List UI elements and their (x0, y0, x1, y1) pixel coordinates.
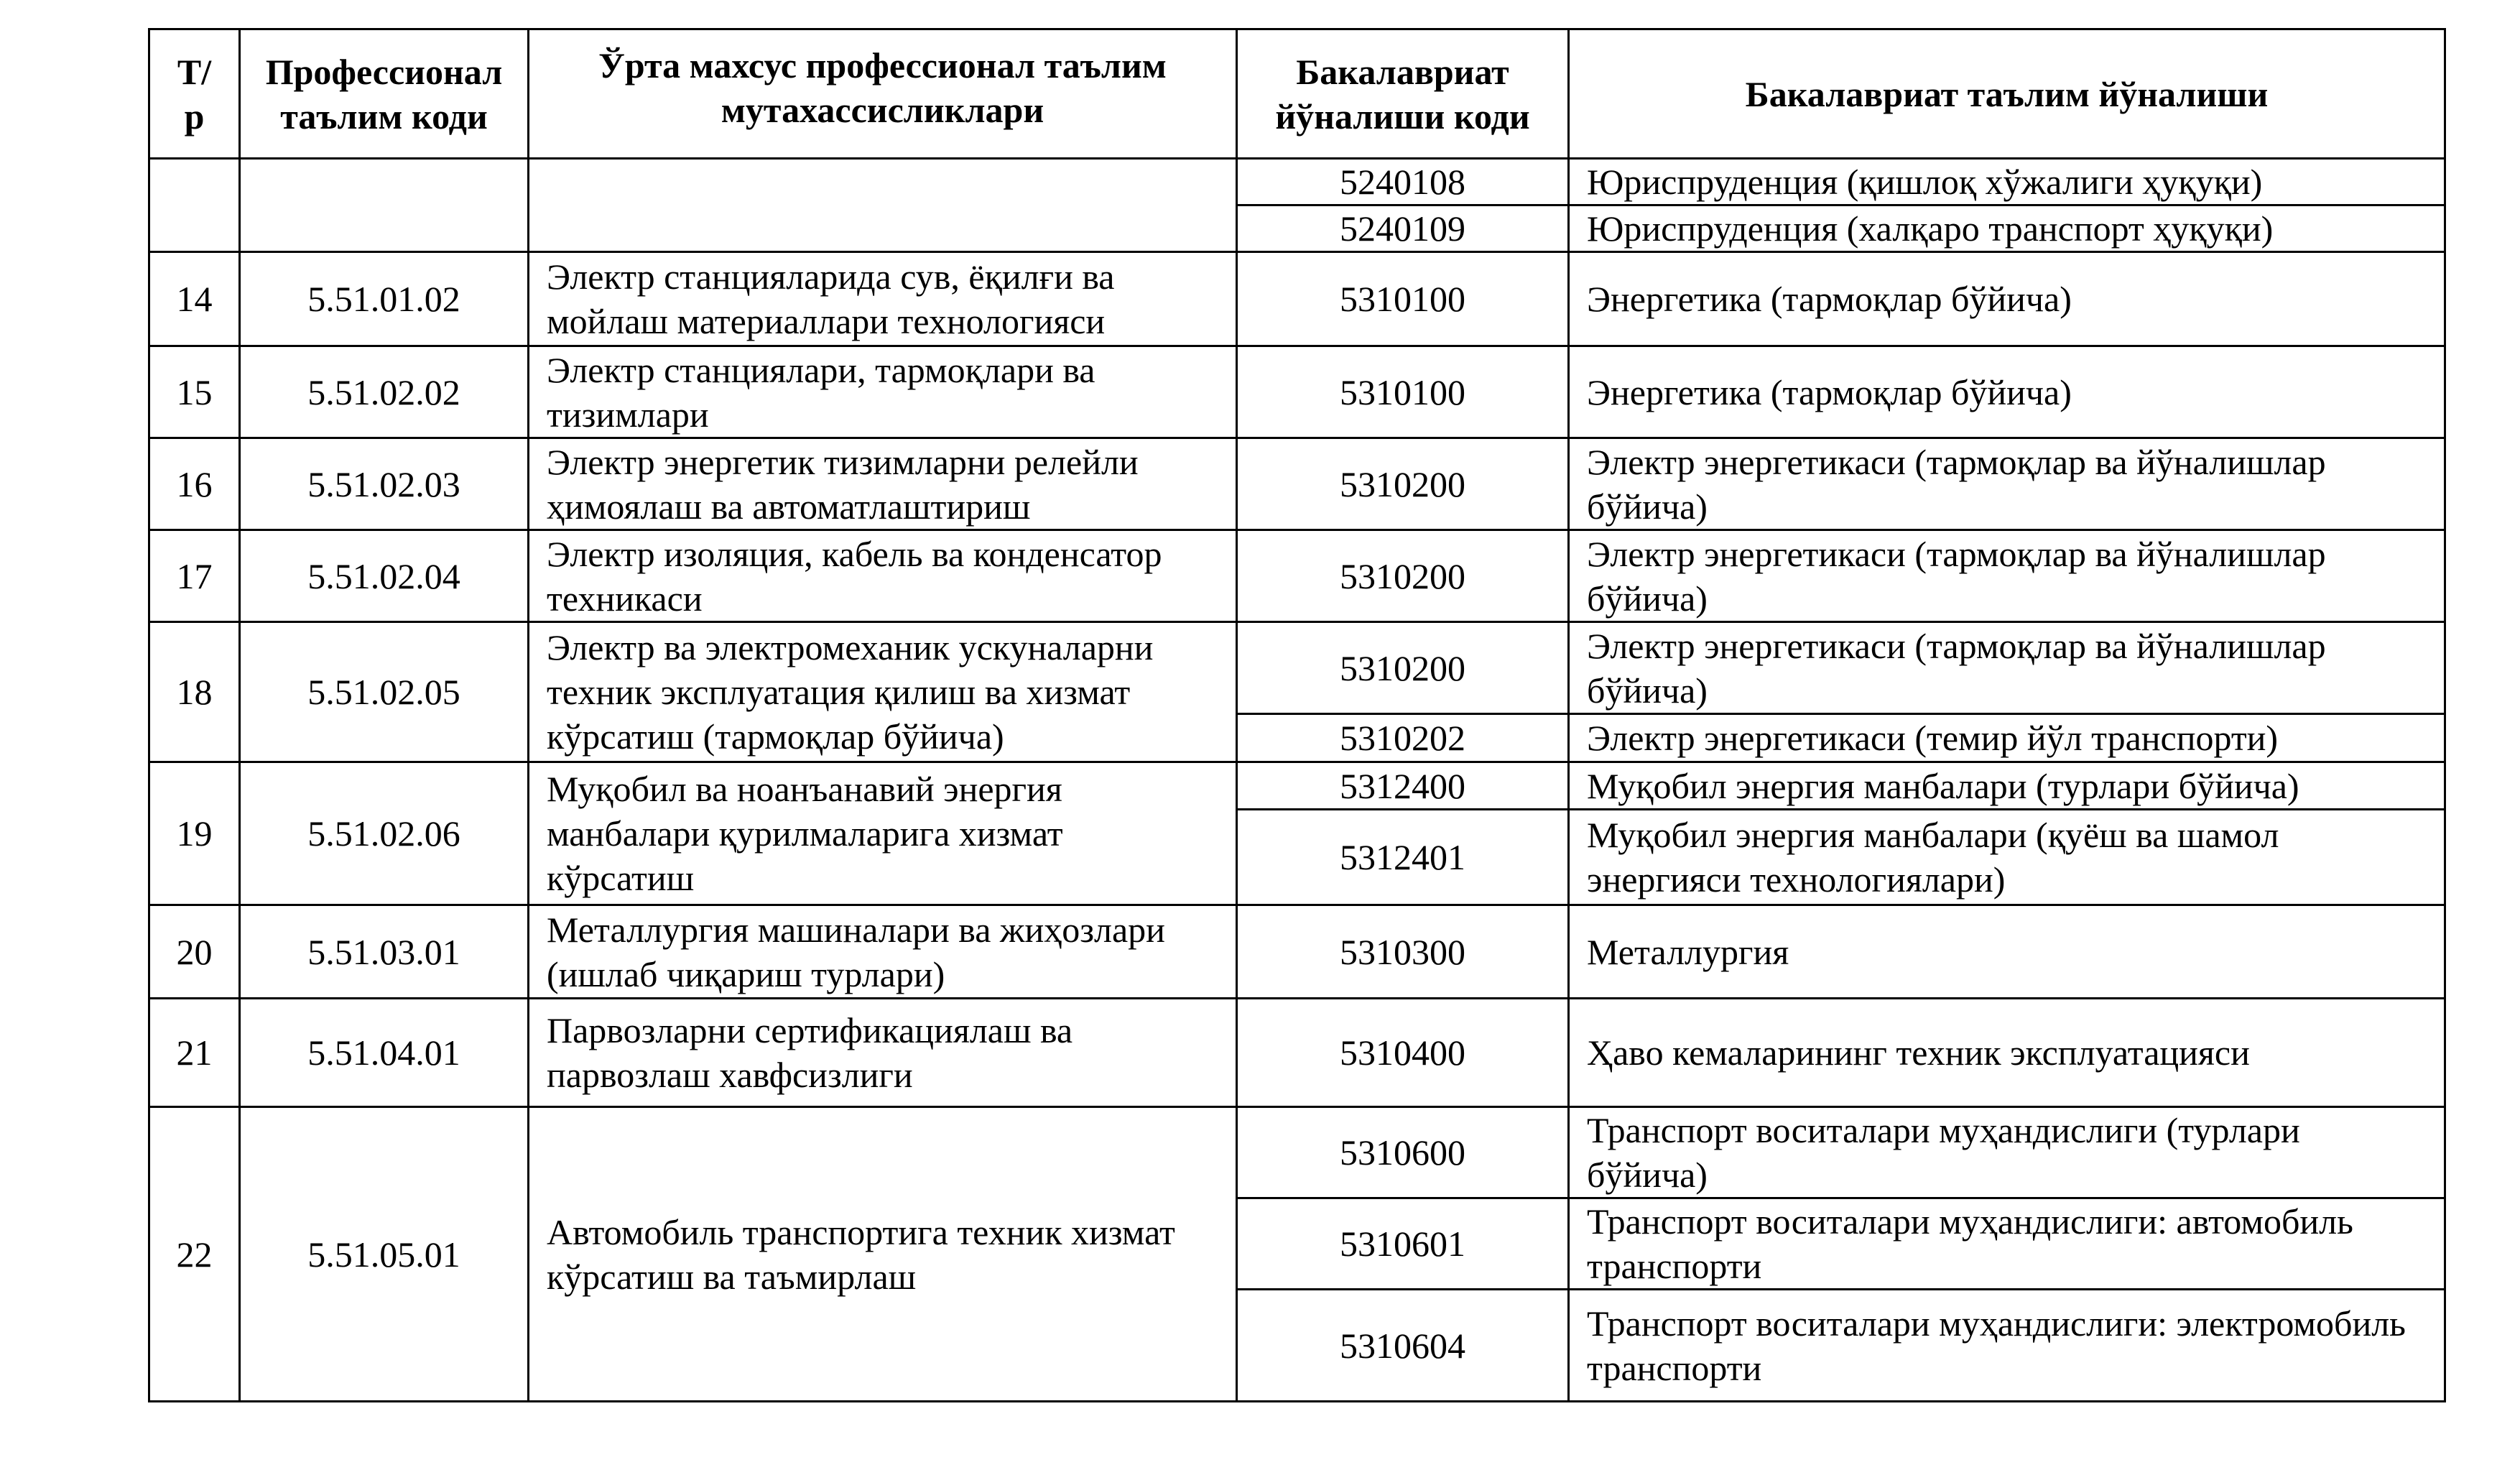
cell-bach-code: 5310200 (1237, 622, 1569, 714)
cell-prof-code: 5.51.01.02 (240, 252, 529, 346)
cell-no: 19 (149, 762, 240, 905)
table-row (149, 1107, 2445, 1198)
cell-no: 14 (149, 252, 240, 346)
cell-specialty: Электр станциялари, тармоқлари ва тизимлари (529, 346, 1237, 438)
cell-bach-code: 5310200 (1237, 438, 1569, 530)
cell-prof-code: 5.51.03.01 (240, 905, 529, 999)
cell-specialty: Муқобил ва ноанъанавий энергия манбалари қурилмаларига хизмат кўрсатиш (529, 762, 1237, 905)
cell-bach-dir: Юриспруденция (халқаро транспорт ҳуқуқи) (1569, 205, 2445, 252)
cell-bach-dir: Электр энергетикаси (тармоқлар ва йўналишлар бўйича) (1569, 438, 2445, 530)
header-row (149, 29, 2445, 159)
header-no: Т/р (149, 29, 240, 159)
cell-bach-dir: Электр энергетикаси (тармоқлар ва йўналишлар бўйича) (1569, 622, 2445, 714)
cell-bach-code: 5312401 (1237, 810, 1569, 905)
table-row (149, 252, 2445, 346)
cell-bach-code: 5310100 (1237, 252, 1569, 346)
cell-prof-code: 5.51.02.06 (240, 762, 529, 905)
table-row (149, 622, 2445, 714)
cell-bach-code: 5310400 (1237, 999, 1569, 1107)
cell-bach-code: 5310202 (1237, 714, 1569, 762)
table-row (149, 159, 2445, 205)
cell-prof-code: 5.51.04.01 (240, 999, 529, 1107)
cell-bach-dir: Муқобил энергия манбалари (қуёш ва шамол энергияси технологиялари) (1569, 810, 2445, 905)
cell-no: 20 (149, 905, 240, 999)
cell-no: 16 (149, 438, 240, 530)
cell-bach-dir: Ҳаво кемаларининг техник эксплуатацияси (1569, 999, 2445, 1107)
cell-prof-code: 5.51.02.03 (240, 438, 529, 530)
cell-bach-dir: Энергетика (тармоқлар бўйича) (1569, 346, 2445, 438)
cell-prof-code: 5.51.02.04 (240, 530, 529, 622)
cell-prof-code: 5.51.02.05 (240, 622, 529, 762)
cell-no: 18 (149, 622, 240, 762)
table-row (149, 438, 2445, 530)
cell-bach-code: 5310200 (1237, 530, 1569, 622)
table-row (149, 905, 2445, 999)
cell-specialty: Металлургия машиналари ва жиҳозлари (ишлаб чиқариш турлари) (529, 905, 1237, 999)
cell-bach-code: 5312400 (1237, 762, 1569, 810)
cell-bach-code: 5310600 (1237, 1107, 1569, 1198)
cell-no: 22 (149, 1107, 240, 1402)
cell-no: 17 (149, 530, 240, 622)
cell-specialty: Электр энергетик тизимларни релейли ҳимоялаш ва автоматлаштириш (529, 438, 1237, 530)
cell-specialty: Парвозларни сертификациялаш ва парвозлаш хавфсизлиги (529, 999, 1237, 1107)
header-bach-dir: Бакалавриат таълим йўналиши (1569, 29, 2445, 159)
cell-prof-code: 5.51.02.02 (240, 346, 529, 438)
cell-specialty (529, 159, 1237, 252)
cell-specialty: Электр изоляция, кабель ва конденсатор техникаси (529, 530, 1237, 622)
cell-bach-dir: Энергетика (тармоқлар бўйича) (1569, 252, 2445, 346)
specialty-mapping-table (148, 28, 2446, 1402)
cell-bach-dir: Металлургия (1569, 905, 2445, 999)
cell-bach-dir: Электр энергетикаси (тармоқлар ва йўналишлар бўйича) (1569, 530, 2445, 622)
cell-bach-code: 5240108 (1237, 159, 1569, 205)
cell-no: 21 (149, 999, 240, 1107)
header-specialties: Ўрта махсус профессионал таълим мутахассисликлари (529, 29, 1237, 159)
header-bach-code: Бакалавриат йўналиши коди (1237, 29, 1569, 159)
cell-bach-code: 5310100 (1237, 346, 1569, 438)
cell-bach-dir: Муқобил энергия манбалари (турлари бўйича) (1569, 762, 2445, 810)
table-row (149, 530, 2445, 622)
cell-bach-dir: Транспорт воситалари муҳандислиги: электромобиль транспорти (1569, 1290, 2445, 1402)
cell-bach-code: 5310601 (1237, 1198, 1569, 1290)
table-row (149, 762, 2445, 810)
cell-bach-dir: Электр энергетикаси (темир йўл транспорти) (1569, 714, 2445, 762)
cell-specialty: Электр станцияларида сув, ёқилғи ва мойлаш материаллари технологияси (529, 252, 1237, 346)
cell-bach-code: 5310604 (1237, 1290, 1569, 1402)
cell-bach-dir: Транспорт воситалари муҳандислиги: автомобиль транспорти (1569, 1198, 2445, 1290)
cell-no (149, 159, 240, 252)
table-row (149, 346, 2445, 438)
cell-bach-dir: Юриспруденция (қишлоқ хўжалиги ҳуқуқи) (1569, 159, 2445, 205)
header-prof-code: Профессионал таълим коди (240, 29, 529, 159)
cell-prof-code (240, 159, 529, 252)
cell-specialty: Автомобиль транспортига техник хизмат кўрсатиш ва таъмирлаш (529, 1107, 1237, 1402)
table-row (149, 999, 2445, 1107)
cell-specialty: Электр ва электромеханик ускуналарни техник эксплуатация қилиш ва хизмат кўрсатиш (тармоқлар бўйича) (529, 622, 1237, 762)
cell-bach-code: 5310300 (1237, 905, 1569, 999)
cell-bach-dir: Транспорт воситалари муҳандислиги (турлари бўйича) (1569, 1107, 2445, 1198)
cell-prof-code: 5.51.05.01 (240, 1107, 529, 1402)
cell-no: 15 (149, 346, 240, 438)
cell-bach-code: 5240109 (1237, 205, 1569, 252)
